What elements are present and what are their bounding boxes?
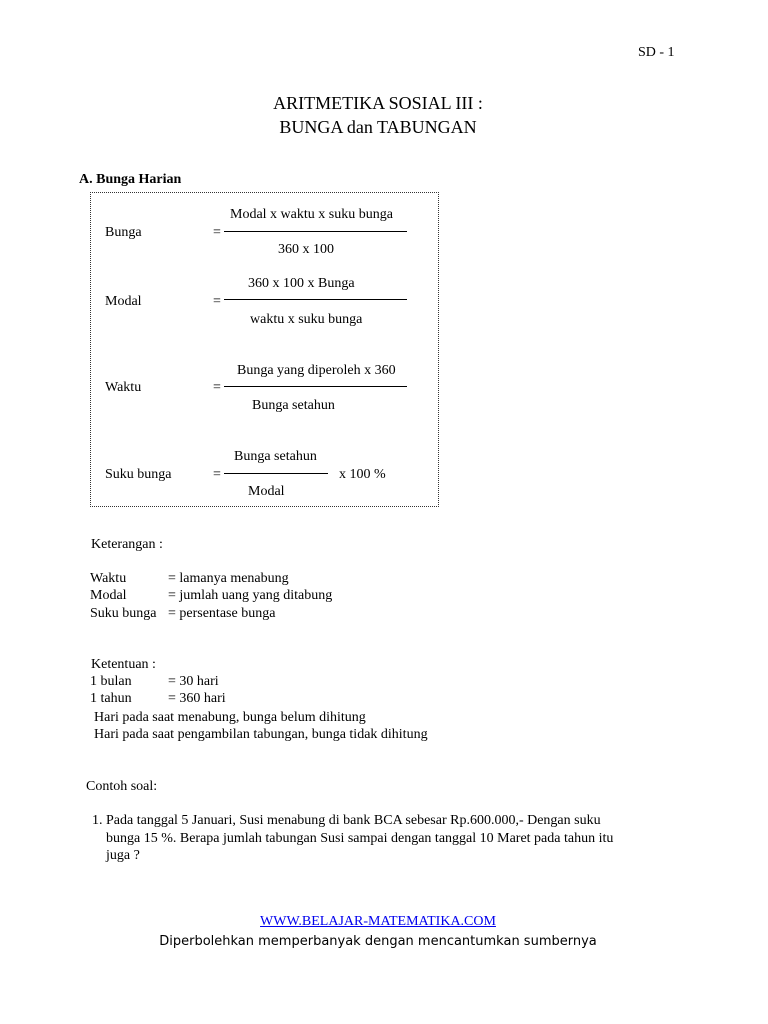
keterangan-definition: = persentase bunga [168, 606, 276, 621]
formula-denominator-bunga: 360 x 100 [278, 242, 334, 257]
formula-label-suku-bunga: Suku bunga [105, 467, 172, 482]
problem-number: 1. [92, 813, 103, 828]
section-heading-bunga-harian: A. Bunga Harian [79, 172, 182, 187]
keterangan-heading: Keterangan : [91, 537, 163, 552]
formula-denominator-suku-bunga: Modal [248, 484, 285, 499]
footer-note: Diperbolehkan memperbanyak dengan mencantumkan sumbernya [159, 934, 597, 949]
ketentuan-term: 1 tahun [90, 691, 132, 706]
fraction-line-bunga [224, 231, 407, 232]
formula-suffix-percent: x 100 % [339, 467, 386, 482]
ketentuan-note: Hari pada saat pengambilan tabungan, bunga tidak dihitung [94, 727, 428, 742]
formula-equals-sign: = [213, 294, 221, 309]
keterangan-term: Suku bunga [90, 606, 157, 621]
formula-numerator-suku-bunga: Bunga setahun [234, 449, 317, 464]
formula-equals-sign: = [213, 380, 221, 395]
formula-label-modal: Modal [105, 294, 142, 309]
formula-denominator-waktu: Bunga setahun [252, 398, 335, 413]
formula-label-waktu: Waktu [105, 380, 142, 395]
problem-text-line: juga ? [106, 848, 140, 863]
problem-text-line: Pada tanggal 5 Januari, Susi menabung di bank BCA sebesar Rp.600.000,- Dengan suku [106, 813, 601, 828]
ketentuan-definition: = 360 hari [168, 691, 226, 706]
fraction-line-modal [224, 299, 407, 300]
website-link[interactable]: WWW.BELAJAR-MATEMATIKA.COM [260, 914, 496, 929]
formula-equals-sign: = [213, 467, 221, 482]
page-code: SD - 1 [638, 45, 675, 60]
keterangan-term: Waktu [90, 571, 127, 586]
ketentuan-definition: = 30 hari [168, 674, 219, 689]
formula-numerator-bunga: Modal x waktu x suku bunga [230, 207, 393, 222]
contoh-soal-heading: Contoh soal: [86, 779, 158, 794]
keterangan-definition: = lamanya menabung [168, 571, 289, 586]
page-title-line-1: ARITMETIKA SOSIAL III : [273, 93, 483, 113]
fraction-line-suku-bunga [224, 473, 328, 474]
page-title-line-2: BUNGA dan TABUNGAN [279, 117, 477, 137]
formula-denominator-modal: waktu x suku bunga [250, 312, 363, 327]
fraction-line-waktu [224, 386, 407, 387]
keterangan-term: Modal [90, 588, 127, 603]
ketentuan-heading: Ketentuan : [91, 657, 156, 672]
keterangan-definition: = jumlah uang yang ditabung [168, 588, 333, 603]
formula-equals-sign: = [213, 225, 221, 240]
ketentuan-note: Hari pada saat menabung, bunga belum dihitung [94, 710, 366, 725]
formula-numerator-modal: 360 x 100 x Bunga [248, 276, 355, 291]
formula-label-bunga: Bunga [105, 225, 142, 240]
ketentuan-term: 1 bulan [90, 674, 132, 689]
formula-numerator-waktu: Bunga yang diperoleh x 360 [237, 363, 396, 378]
problem-text-line: bunga 15 %. Berapa jumlah tabungan Susi sampai dengan tanggal 10 Maret pada tahun itu [106, 831, 614, 846]
